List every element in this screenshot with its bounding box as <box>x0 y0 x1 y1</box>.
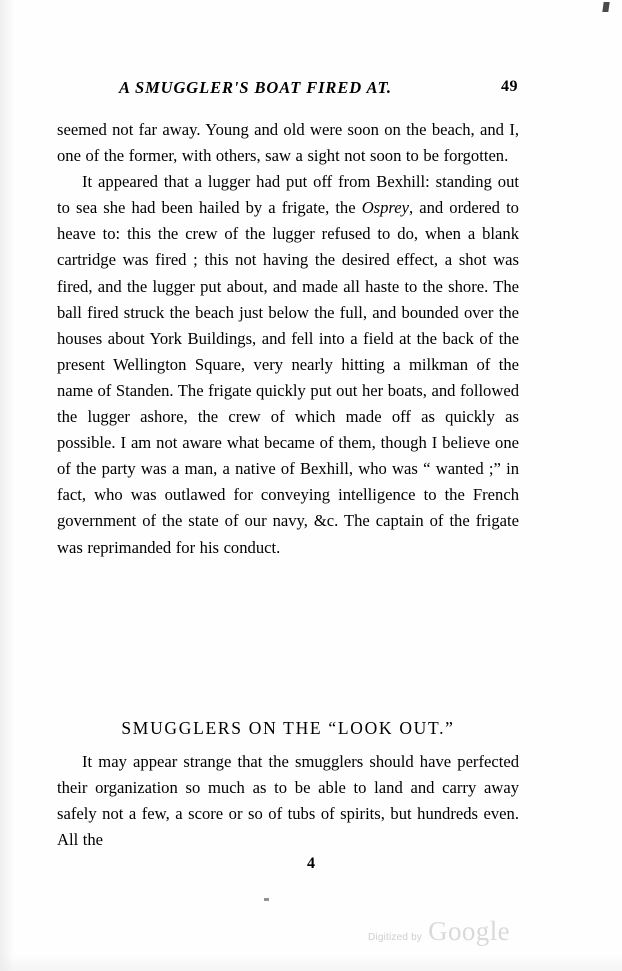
section-heading: SMUGGLERS ON THE “LOOK OUT.” <box>121 718 455 738</box>
body-text-block <box>57 117 519 561</box>
paragraph: seemed not far away. Young and old were soon on the beach, and I, one of the former, with others, saw a sight not soon to be forgotten. <box>57 120 519 166</box>
watermark-label: Digitized by <box>368 932 423 943</box>
paragraph <box>57 169 519 560</box>
paragraph-text-segment: , and ordered to heave to: this the crew of the lugger refused to do, when a blank cartridge was fired ; this not having the desired effect, a shot was fired, and the lugger put about, and made all haste to the shore. The ball fired struck the beach just below the full, and bounded over the houses about York Buildings, and fell into a field at the back of the present Wellington Square, very nearly hitting a milkman of the name of Standen. The frigate quickly put out her boats, and followed the lugger ashore, the crew of which made off as quickly as possible. I am not aware what became of them, though I believe one of the party was a man, a native of Bexhill, who was “ wanted ;” in fact, who was outlawed for conveying intelligence to the French government of the state of our navy, &c. The captain of the frigate was reprimanded for his conduct. <box>57 198 519 557</box>
scan-artifact-corner-mark <box>602 2 609 12</box>
page-number: 49 <box>501 78 518 95</box>
running-head <box>57 78 518 100</box>
paragraph-text-segment: It appeared that a lugger had put off from Bexhill: standing out to sea she had been hailed by a frigate, the <box>57 172 519 218</box>
paragraph: It may appear strange that the smugglers should have perfected their organization so much as to be able to land and carry away safely not a few, a score or so of tubs of spirits, but hundreds even. All the <box>57 752 519 850</box>
signature-mark: 4 <box>307 855 315 872</box>
digitization-watermark <box>368 916 510 947</box>
scan-edge-shadow-left <box>0 0 14 971</box>
scan-artifact-speck <box>264 898 269 901</box>
watermark-brand: Google <box>428 916 510 946</box>
scan-edge-shadow-bottom <box>0 955 622 971</box>
running-head-title: A SMUGGLER'S BOAT FIRED AT. <box>119 78 392 97</box>
body-text-block-after-heading <box>57 749 519 853</box>
ship-name-italic: Osprey <box>361 198 409 218</box>
